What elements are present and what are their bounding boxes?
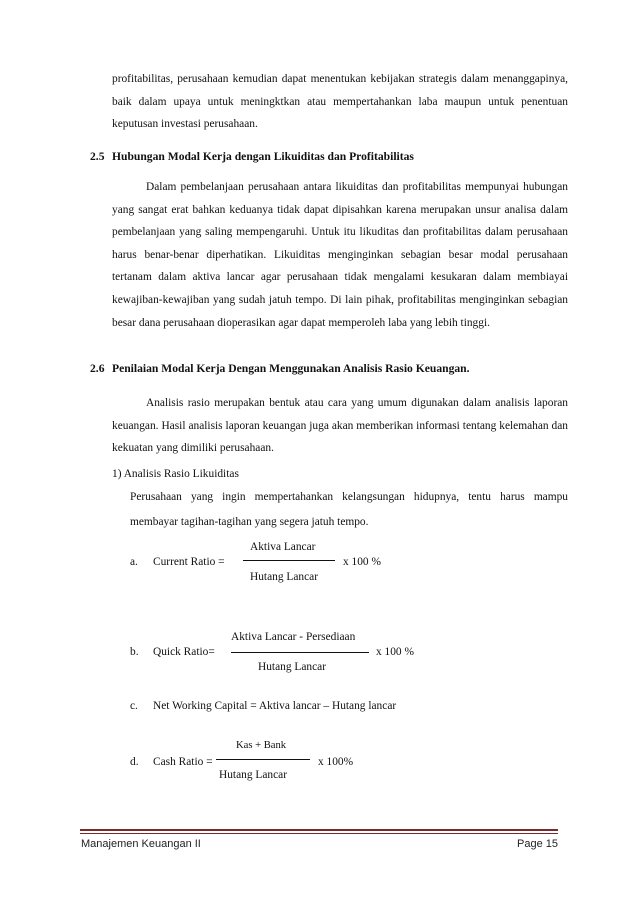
formula-numerator: Kas + Bank <box>236 740 287 751</box>
formula-multiplier: x 100 % <box>343 556 381 568</box>
section-heading-2-5 <box>90 150 414 163</box>
section-title: Hubungan Modal Kerja dengan Likuiditas dan Profitabilitas <box>112 150 414 163</box>
section-title: Penilaian Modal Kerja Dengan Menggunakan Analisis Rasio Keuangan. <box>112 362 470 375</box>
section-number: 2.5 <box>90 150 105 163</box>
footer-rule <box>80 829 558 831</box>
formula-name: Current Ratio = <box>153 556 225 568</box>
list-item-label: 1) Analisis Rasio Likuiditas <box>112 468 239 480</box>
section-2-5-paragraph: Dalam pembelanjaan perusahaan antara likuiditas dan profitabilitas mempunyai hubungan yang sangat erat bahkan keduanya tidak dapat dipisahkan karena merupakan unsur analisa dalam pembelanjaan yang saling mempengaruhi. Untuk itu likuditas dan profitabilitas dalam perusahaan harus benar-benar diperhatikan. Likuiditas menginginkan sebagian besar modal perusahaan tertanam dalam aktiva lancar agar perusahaan tidak mengalami kesukaran dalam membiayai kewajiban-kewajiban yang sudah jatuh tempo. Di lain pihak, profitabilitas menginginkan sebagian besar dana perusahaan dioperasikan agar dapat memperoleh laba yang lebih tinggi. <box>112 181 568 329</box>
list-item-paragraph: Perusahaan yang ingin mempertahankan kelangsungan hidupnya, tentu harus mampu membayar tagihan-tagihan yang segera jatuh tempo. <box>130 491 568 528</box>
formula-marker: d. <box>130 756 139 768</box>
formula-denominator: Hutang Lancar <box>250 571 318 583</box>
formula-multiplier: x 100% <box>318 756 354 768</box>
formula-denominator: Hutang Lancar <box>258 661 326 673</box>
page-number: Page 15 <box>517 838 558 850</box>
formula-text: Net Working Capital = Aktiva lancar – Hutang lancar <box>153 700 397 712</box>
formula-multiplier: x 100 % <box>376 646 414 658</box>
intro-paragraph: profitabilitas, perusahaan kemudian dapat menentukan kebijakan strategis dalam menanggapinya, baik dalam upaya untuk meningktkan atau mempertahankan laba maupun untuk penentuan keputusan investasi perusahaan. <box>112 73 568 131</box>
fraction-bar <box>243 560 335 561</box>
formula-name: Cash Ratio = <box>153 756 213 768</box>
footer-rule-thin <box>80 833 558 834</box>
formula-marker: c. <box>130 700 138 712</box>
footer-title: Manajemen Keuangan II <box>81 838 201 850</box>
formula-marker: a. <box>130 556 138 568</box>
section-number: 2.6 <box>90 362 105 375</box>
formula-numerator: Aktiva Lancar <box>250 541 316 553</box>
formula-denominator: Hutang Lancar <box>219 769 287 781</box>
fraction-bar <box>216 759 310 760</box>
formula-name: Quick Ratio= <box>153 646 215 658</box>
formula-marker: b. <box>130 646 139 658</box>
section-2-6-paragraph: Analisis rasio merupakan bentuk atau cara yang umum digunakan dalam analisis laporan keuangan. Hasil analisis laporan keuangan juga akan memberikan informasi tentang kelemahan dan kekuatan yang dimiliki perusahaan. <box>112 397 568 455</box>
section-heading-2-6 <box>90 362 470 375</box>
formula-numerator: Aktiva Lancar - Persediaan <box>231 631 356 643</box>
fraction-bar <box>231 652 369 653</box>
